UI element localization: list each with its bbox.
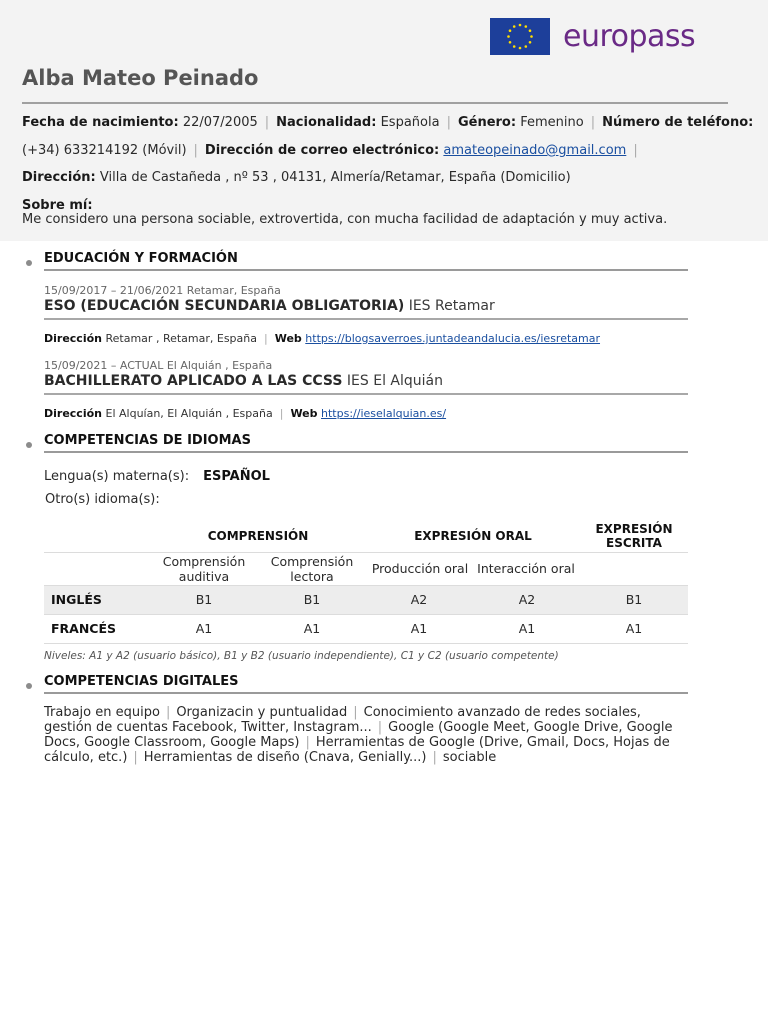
address-value: Villa de Castañeda , nº 53 , 04131, Almería/Retamar, España (Domicilio) — [99, 170, 571, 185]
skill-item: Herramientas de diseño (Cnava, Genially...) — [143, 750, 427, 765]
separator: | — [264, 332, 268, 345]
header-expresion-escrita — [584, 522, 684, 550]
education-title — [44, 373, 443, 389]
subheader-line: Comprensión — [162, 554, 246, 569]
education-title — [44, 298, 495, 314]
subheader-comprension-lectora — [262, 554, 362, 584]
header-expresion-oral: EXPRESIÓN ORAL — [414, 529, 532, 543]
school-name: IES El Alquián — [346, 373, 443, 389]
birth-value: 22/07/2005 — [182, 115, 258, 130]
phone-label: Número de teléfono: — [602, 115, 754, 130]
digital-section-title: COMPETENCIAS DIGITALES — [44, 674, 239, 689]
section-divider — [44, 451, 688, 453]
personal-info-line-3 — [22, 170, 571, 185]
section-bullet — [26, 442, 32, 448]
about-text: Me considero una persona sociable, extrovertida, con mucha facilidad de adaptación y muy activa. — [22, 212, 668, 227]
gender-label: Género: — [457, 115, 517, 130]
section-bullet — [26, 683, 32, 689]
other-languages-label: Otro(s) idioma(s): — [45, 492, 160, 507]
separator: | — [264, 115, 270, 130]
education-meta — [44, 332, 600, 345]
levels-note: Niveles: A1 y A2 (usuario básico), B1 y B2 (usuario independiente), C1 y C2 (usuario competente) — [44, 650, 559, 662]
name-divider — [22, 102, 728, 104]
education-section-title: EDUCACIÓN Y FORMACIÓN — [44, 251, 238, 266]
skill-item: Trabajo en equipo — [44, 705, 160, 720]
separator: | — [353, 705, 358, 720]
address-value: Retamar , Retamar, España — [105, 332, 257, 345]
level-cell: A1 — [625, 621, 643, 636]
separator: | — [305, 735, 310, 750]
subheader-produccion-oral: Producción oral — [371, 561, 469, 576]
skill-item: Conocimiento avanzado de redes sociales, gestión de cuentas Facebook, Twitter, Instagram... — [44, 705, 641, 735]
separator: | — [279, 407, 284, 420]
separator: | — [432, 750, 437, 765]
section-divider — [44, 692, 688, 694]
separator: | — [193, 143, 198, 158]
separator: | — [446, 115, 451, 130]
level-cell: A1 — [195, 621, 213, 636]
skill-item: sociable — [442, 750, 497, 765]
school-name: IES Retamar — [408, 298, 495, 314]
level-cell: A1 — [410, 621, 428, 636]
web-label: Web — [290, 407, 318, 420]
header-comprension: COMPRENSIÓN — [207, 529, 309, 543]
address-label: Dirección — [44, 407, 102, 420]
entry-divider — [44, 393, 688, 395]
degree-name: ESO (EDUCACIÓN SECUNDARIA OBLIGATORIA) — [44, 298, 405, 314]
row-language: INGLÉS — [51, 592, 102, 607]
languages-section-title: COMPETENCIAS DE IDIOMAS — [44, 433, 251, 448]
level-cell: B1 — [195, 592, 213, 607]
mother-tongue-value: ESPAÑOL — [203, 469, 270, 484]
header-expresion-escrita-line1: EXPRESIÓN — [595, 522, 673, 536]
level-cell: A2 — [410, 592, 428, 607]
table-divider — [44, 614, 688, 615]
europass-logo — [490, 18, 695, 55]
level-cell: A1 — [303, 621, 321, 636]
person-name: Alba Mateo Peinado — [22, 66, 259, 90]
web-link[interactable]: https://blogsaverroes.juntadeandalucia.es/iesretamar — [305, 332, 601, 345]
gender-value: Femenino — [520, 115, 584, 130]
address-value: El Alquían, El Alquián , España — [105, 407, 273, 420]
section-bullet — [26, 260, 32, 266]
birth-label: Fecha de nacimiento: — [22, 115, 179, 130]
separator: | — [165, 705, 171, 720]
mother-tongue-label: Lengua(s) materna(s): — [44, 469, 190, 484]
logo-text: europass — [563, 19, 696, 54]
address-label: Dirección — [44, 332, 102, 345]
separator: | — [377, 720, 383, 735]
table-divider — [44, 585, 688, 586]
mother-tongue-line — [44, 469, 270, 484]
level-cell: B1 — [625, 592, 643, 607]
subheader-line: Comprensión — [270, 554, 354, 569]
level-cell: A2 — [518, 592, 536, 607]
web-label: Web — [274, 332, 302, 345]
nationality-value: Española — [380, 115, 440, 130]
phone-value: (+34) 633214192 (Móvil) — [22, 143, 187, 158]
separator: | — [633, 143, 638, 158]
subheader-comprension-auditiva — [154, 554, 254, 584]
email-link[interactable]: amateopeinado@gmail.com — [443, 143, 627, 158]
web-link[interactable]: https://ieselalquian.es/ — [321, 407, 447, 420]
education-meta — [44, 407, 446, 420]
education-date: 15/09/2017 – 21/06/2021 Retamar, España — [44, 284, 281, 297]
personal-info-line-2 — [22, 143, 645, 158]
education-date: 15/09/2021 – ACTUAL El Alquián , España — [44, 359, 273, 372]
subheader-interaccion-oral: Interacción oral — [477, 561, 575, 576]
skill-item: Herramientas de Google (Drive, Gmail, Docs, Hojas de cálculo, etc.) — [44, 735, 670, 765]
skill-item: Google (Google Meet, Google Drive, Google Docs, Google Classroom, Google Maps) — [44, 720, 673, 750]
row-language: FRANCÉS — [51, 621, 117, 636]
table-divider — [44, 552, 688, 553]
subheader-line: lectora — [290, 569, 334, 584]
email-label: Dirección de correo electrónico: — [204, 143, 440, 158]
separator: | — [133, 750, 138, 765]
personal-info-line-1 — [22, 115, 753, 130]
level-cell: A1 — [518, 621, 536, 636]
eu-flag-icon — [490, 18, 550, 55]
subheader-line: auditiva — [178, 569, 230, 584]
skill-item: Organizacin y puntualidad — [176, 705, 348, 720]
degree-name: BACHILLERATO APLICADO A LAS CCSS — [44, 373, 343, 389]
separator: | — [590, 115, 596, 130]
entry-divider — [44, 318, 688, 320]
about-label-line — [22, 198, 93, 213]
nationality-label: Nacionalidad: — [276, 115, 377, 130]
table-divider — [44, 643, 688, 644]
header-expresion-escrita-line2: ESCRITA — [606, 536, 662, 550]
section-divider — [44, 269, 688, 271]
address-label: Dirección: — [22, 170, 96, 185]
level-cell: B1 — [303, 592, 321, 607]
about-label: Sobre mí: — [22, 198, 93, 213]
digital-skills-list — [44, 705, 684, 765]
